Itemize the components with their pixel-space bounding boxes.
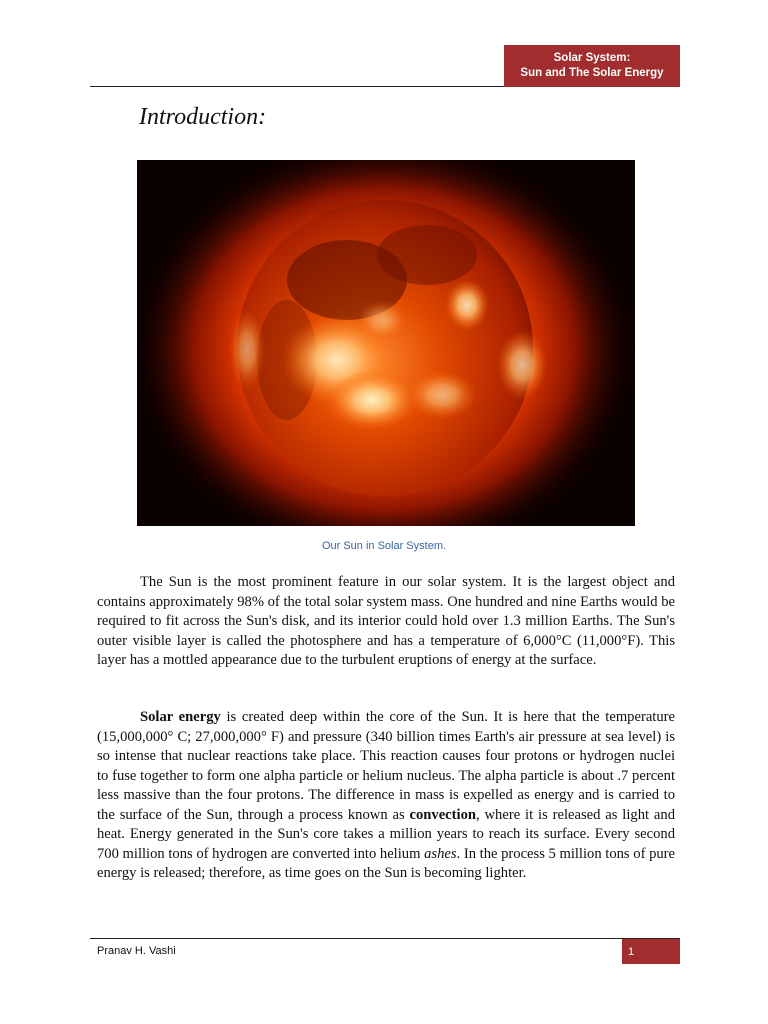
header-title-line2: Sun and The Solar Energy — [520, 67, 664, 79]
paragraph-solar-energy — [97, 708, 675, 884]
sun-xray-image — [137, 160, 635, 526]
paragraph-intro: The Sun is the most prominent feature in our solar system. It is the largest object and contains approximately 98% of the total solar system mass. One hundred and nine Earths would be required to fit across the Sun's disk, and its interior could hold over 1.3 million Earths. The Sun's outer visible layer is called the photosphere and has a temperature of 6,000°C (11,000°F). This layer has a mottled appearance due to the turbulent eruptions of energy at the surface. — [97, 574, 675, 668]
footer-rule — [90, 938, 680, 939]
footer-author: Pranav H. Vashi — [97, 945, 176, 957]
header-title-line1: Solar System: — [553, 52, 631, 64]
paragraph-solar-energy-part3: . In the process 5 million tons of pure energy is released; therefore, as time goes on the Sun is becoming lighter. — [97, 845, 676, 881]
paragraph-solar-energy-part2: , where it is released as light and heat. Energy generated in the Sun's core takes a million years to reach its surface. Every second 700 million tons of hydrogen are converted into helium — [97, 806, 676, 862]
header-rule — [90, 86, 504, 87]
page-number: 1 — [628, 945, 635, 958]
figure-caption: Our Sun in Solar System. — [321, 540, 447, 552]
section-heading: Introduction: — [139, 104, 267, 130]
page-number-box — [622, 939, 680, 964]
term-solar-energy: Solar energy — [140, 709, 221, 725]
paragraph-solar-energy-part1: is created deep within the core of the Sun. It is here that the temperature (15,000,000° C; 27,000,000° F) and pressure (340 billion times Earth's air pressure at sea level) is so intense that nuclear reactions take place. This reaction causes four protons or hydrogen nuclei to fuse together to form one alpha particle or helium nucleus. The alpha particle is about .7 percent less massive than the four protons. The difference in mass is expelled as energy and is carried to the surface of the Sun, through a process known as — [97, 709, 675, 823]
term-convection: convection — [409, 806, 476, 823]
header-title-box — [504, 45, 680, 87]
term-ashes: ashes — [424, 845, 457, 862]
